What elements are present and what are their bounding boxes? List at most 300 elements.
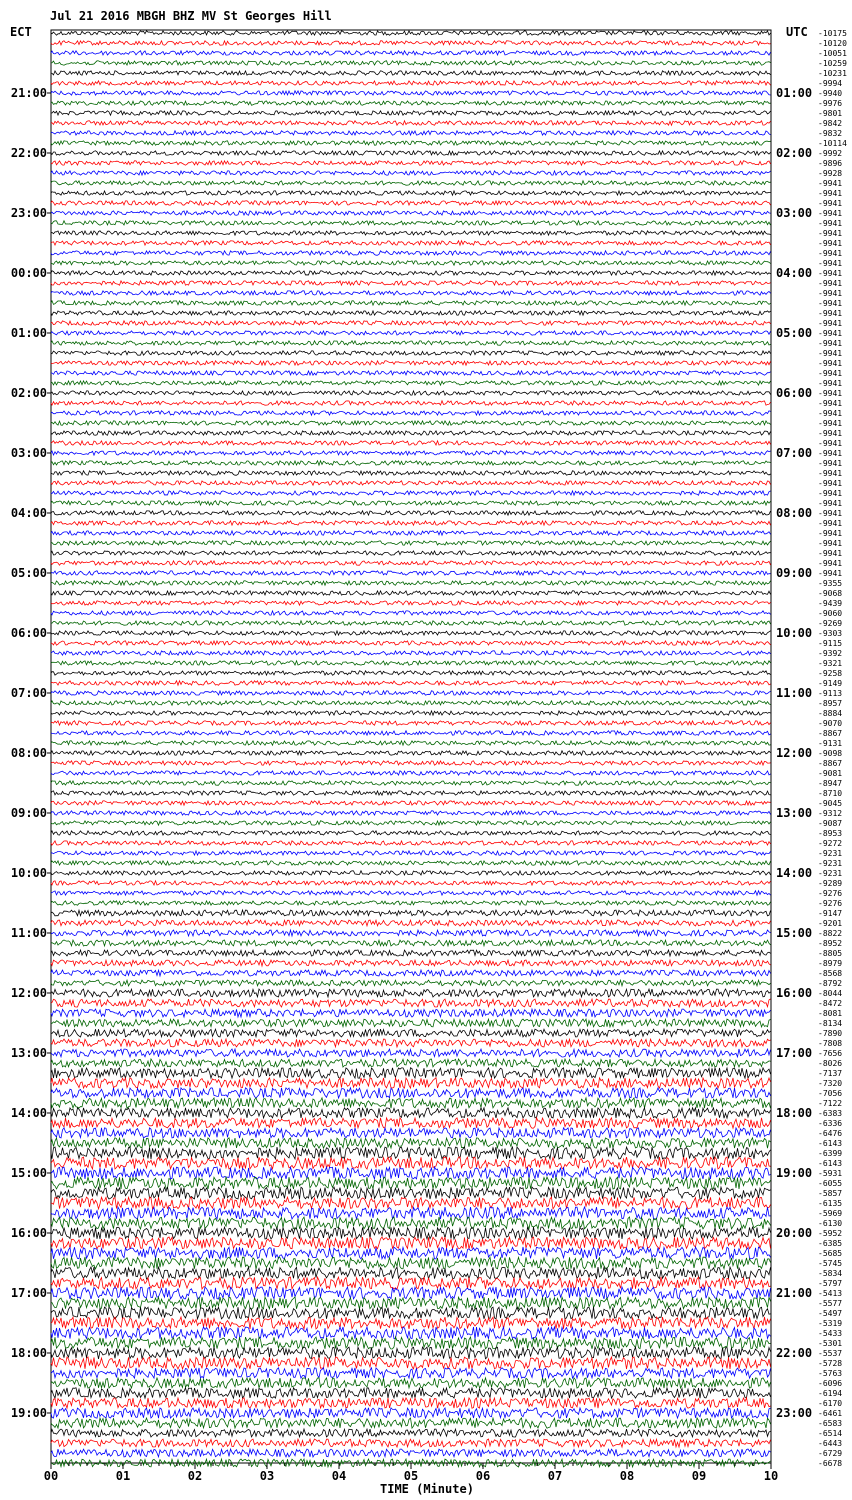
trace-row — [51, 501, 771, 505]
trace-row — [51, 1128, 771, 1138]
row-offset-label: -6194 — [818, 1389, 843, 1398]
left-hour-label: 05:00 — [10, 566, 47, 580]
trace-row — [51, 241, 771, 245]
left-hour-label: 14:00 — [10, 1106, 47, 1120]
trace-row — [51, 431, 771, 435]
x-axis — [44, 1463, 778, 1483]
row-offset-label: -8957 — [818, 699, 843, 708]
trace-row — [51, 1257, 771, 1269]
right-hour-label: 19:00 — [776, 1166, 813, 1180]
trace-row — [51, 411, 771, 415]
trace-row — [51, 51, 771, 55]
row-offset-label: -7320 — [818, 1079, 843, 1088]
row-offset-label: -5577 — [818, 1299, 843, 1308]
trace-row — [51, 861, 771, 865]
row-offset-label: -8867 — [818, 729, 843, 738]
trace-row — [51, 291, 771, 295]
trace-row — [51, 811, 771, 815]
trace-row — [51, 401, 771, 405]
row-offset-label: -9941 — [818, 529, 843, 538]
left-hour-label: 21:00 — [10, 86, 47, 100]
row-offset-label: -6583 — [818, 1419, 843, 1428]
row-offset-label: -10051 — [818, 49, 847, 58]
left-hour-label: 17:00 — [10, 1286, 47, 1300]
row-offset-label: -9941 — [818, 369, 843, 378]
left-hour-label: 18:00 — [10, 1346, 47, 1360]
trace-row — [51, 541, 771, 545]
row-offset-label: -9068 — [818, 589, 843, 598]
trace-row — [51, 421, 771, 425]
trace-row — [51, 1177, 771, 1189]
left-hour-label: 02:00 — [10, 386, 47, 400]
row-offset-label: -7056 — [818, 1089, 843, 1098]
trace-row — [51, 81, 771, 85]
trace-row — [51, 611, 771, 615]
row-offset-label: -9801 — [818, 109, 843, 118]
trace-row — [51, 451, 771, 455]
row-offset-label: -9258 — [818, 669, 843, 678]
row-offset-label: -9941 — [818, 309, 843, 318]
right-hour-label: 20:00 — [776, 1226, 813, 1240]
trace-row — [51, 481, 771, 485]
row-offset-label: -9087 — [818, 819, 843, 828]
row-offset-label: -9941 — [818, 289, 843, 298]
trace-row — [51, 211, 771, 215]
row-offset-label: -9941 — [818, 539, 843, 548]
row-offset-label: -9231 — [818, 869, 843, 878]
trace-row — [51, 181, 771, 185]
trace-row — [51, 701, 771, 705]
row-offset-label: -9941 — [818, 489, 843, 498]
trace-row — [51, 999, 771, 1007]
right-hour-labels — [776, 86, 812, 1420]
row-offset-label: -8710 — [818, 789, 843, 798]
trace-row — [51, 161, 771, 165]
row-offset-label: -6461 — [818, 1409, 843, 1418]
trace-row — [51, 801, 771, 805]
trace-row — [51, 761, 771, 765]
row-offset-label: -5834 — [818, 1269, 843, 1278]
row-offset-label: -9201 — [818, 919, 843, 928]
left-timezone-label: ECT — [10, 25, 32, 39]
row-offset-label: -8867 — [818, 759, 843, 768]
row-offset-label: -9321 — [818, 659, 843, 668]
trace-row — [51, 1317, 771, 1329]
row-offset-label: -9941 — [818, 479, 843, 488]
right-hour-label: 03:00 — [776, 206, 813, 220]
row-offset-label: -6143 — [818, 1139, 843, 1148]
plot-frame — [51, 30, 771, 1463]
row-offset-label: -5497 — [818, 1309, 843, 1318]
trace-row — [51, 1357, 771, 1369]
row-offset-label: -6514 — [818, 1429, 843, 1438]
x-tick-label: 09 — [691, 1469, 707, 1483]
right-hour-label: 21:00 — [776, 1286, 813, 1300]
trace-row — [51, 1227, 771, 1239]
row-offset-label: -5537 — [818, 1349, 843, 1358]
row-offset-label: -7137 — [818, 1069, 843, 1078]
trace-row — [51, 910, 771, 916]
row-offset-label: -9941 — [818, 419, 843, 428]
row-offset-label: -9941 — [818, 379, 843, 388]
row-offset-label: -9941 — [818, 269, 843, 278]
trace-row — [51, 231, 771, 235]
row-offset-label: -6170 — [818, 1399, 843, 1408]
row-offset-label: -9941 — [818, 339, 843, 348]
trace-row — [51, 101, 771, 105]
row-offset-label: -9070 — [818, 719, 843, 728]
left-hour-label: 12:00 — [10, 986, 47, 1000]
trace-row — [51, 641, 771, 645]
left-hour-label: 16:00 — [10, 1226, 47, 1240]
row-offset-label: -5745 — [818, 1259, 843, 1268]
row-offset-label: -9941 — [818, 499, 843, 508]
row-offset-label: -7656 — [818, 1049, 843, 1058]
row-offset-label: -9941 — [818, 199, 843, 208]
trace-row — [51, 441, 771, 445]
x-tick-label: 03 — [259, 1469, 275, 1483]
trace-row — [51, 1118, 771, 1128]
trace-row — [51, 1059, 771, 1067]
trace-row — [51, 781, 771, 785]
row-offset-label: -7122 — [818, 1099, 843, 1108]
row-offset-label: -8805 — [818, 949, 843, 958]
trace-row — [51, 920, 771, 926]
row-offset-label: -9269 — [818, 619, 843, 628]
row-offset-label: -8792 — [818, 979, 843, 988]
row-offset-label: -6130 — [818, 1219, 843, 1228]
x-tick-label: 01 — [115, 1469, 131, 1483]
right-hour-label: 02:00 — [776, 146, 813, 160]
trace-row — [51, 71, 771, 75]
right-hour-label: 05:00 — [776, 326, 813, 340]
row-offset-label: -9147 — [818, 909, 843, 918]
row-offset-label: -5763 — [818, 1369, 843, 1378]
row-offset-label: -6729 — [818, 1449, 843, 1458]
right-hour-label: 06:00 — [776, 386, 813, 400]
row-offset-label: -7808 — [818, 1039, 843, 1048]
right-hour-label: 16:00 — [776, 986, 813, 1000]
row-offset-label: -9303 — [818, 629, 843, 638]
row-offset-label: -9896 — [818, 159, 843, 168]
trace-row — [51, 41, 771, 45]
trace-row — [51, 31, 771, 35]
trace-row — [51, 631, 771, 635]
trace-row — [51, 1449, 771, 1457]
trace-row — [51, 601, 771, 605]
row-offset-label: -9439 — [818, 599, 843, 608]
trace-row — [51, 831, 771, 835]
right-hour-label: 22:00 — [776, 1346, 813, 1360]
row-offset-label: -9941 — [818, 459, 843, 468]
trace-row — [51, 1327, 771, 1339]
row-offset-label: -6678 — [818, 1459, 843, 1468]
trace-row — [51, 1108, 771, 1118]
row-offset-label: -5685 — [818, 1249, 843, 1258]
trace-row — [51, 191, 771, 195]
trace-row — [51, 111, 771, 115]
left-hour-label: 11:00 — [10, 926, 47, 940]
row-offset-label: -9131 — [818, 739, 843, 748]
row-offset-label: -5301 — [818, 1339, 843, 1348]
row-offset-label: -5931 — [818, 1169, 843, 1178]
right-hour-label: 12:00 — [776, 746, 813, 760]
trace-row — [51, 281, 771, 285]
trace-row — [51, 1068, 771, 1078]
trace-row — [51, 1078, 771, 1088]
row-offset-label: -9941 — [818, 329, 843, 338]
row-offset-label: -8568 — [818, 969, 843, 978]
row-offset-label: -9976 — [818, 99, 843, 108]
left-hour-label: 23:00 — [10, 206, 47, 220]
row-offset-label: -10259 — [818, 59, 847, 68]
trace-row — [51, 261, 771, 265]
row-offset-label: -9941 — [818, 239, 843, 248]
row-offset-label: -10114 — [818, 139, 847, 148]
trace-row — [51, 741, 771, 745]
row-offset-label: -9941 — [818, 569, 843, 578]
row-offset-label: -8947 — [818, 779, 843, 788]
row-offset-label: -9289 — [818, 879, 843, 888]
trace-row — [51, 1138, 771, 1148]
left-hour-label: 00:00 — [10, 266, 47, 280]
row-offset-label: -9941 — [818, 359, 843, 368]
row-offset-label: -9941 — [818, 349, 843, 358]
row-offset-label: -9941 — [818, 519, 843, 528]
row-offset-label: -6336 — [818, 1119, 843, 1128]
trace-row — [51, 131, 771, 135]
trace-row — [51, 681, 771, 685]
trace-row — [51, 571, 771, 575]
trace-row — [51, 691, 771, 695]
trace-row — [51, 791, 771, 795]
trace-row — [51, 391, 771, 395]
trace-row — [51, 1388, 771, 1398]
trace-row — [51, 950, 771, 956]
row-offset-label: -5969 — [818, 1209, 843, 1218]
row-offset-label: -9941 — [818, 509, 843, 518]
row-offset-label: -9098 — [818, 749, 843, 758]
trace-row — [51, 1147, 771, 1159]
row-offset-label: -9928 — [818, 169, 843, 178]
row-offset-label: -8026 — [818, 1059, 843, 1068]
row-offset-label: -9941 — [818, 209, 843, 218]
trace-row — [51, 61, 771, 65]
row-offset-label: -6055 — [818, 1179, 843, 1188]
row-offset-label: -9832 — [818, 129, 843, 138]
row-offset-label: -9941 — [818, 229, 843, 238]
right-timezone-label: UTC — [786, 25, 808, 39]
trace-row — [51, 1439, 771, 1447]
row-offset-label: -6399 — [818, 1149, 843, 1158]
left-hour-label: 15:00 — [10, 1166, 47, 1180]
trace-row — [51, 771, 771, 775]
row-offset-label: -8044 — [818, 989, 843, 998]
row-offset-label: -9272 — [818, 839, 843, 848]
row-offset-label: -5952 — [818, 1229, 843, 1238]
trace-row — [51, 1217, 771, 1229]
trace-row — [51, 881, 771, 885]
x-tick-label: 10 — [763, 1469, 779, 1483]
x-tick-label: 04 — [331, 1469, 347, 1483]
trace-row — [51, 351, 771, 355]
row-offset-label: -9941 — [818, 439, 843, 448]
left-hour-label: 06:00 — [10, 626, 47, 640]
row-offset-label: -6385 — [818, 1239, 843, 1248]
right-hour-label: 18:00 — [776, 1106, 813, 1120]
trace-row — [51, 651, 771, 655]
trace-row — [51, 561, 771, 565]
left-hour-label: 08:00 — [10, 746, 47, 760]
trace-row — [51, 251, 771, 255]
row-offset-label: -9941 — [818, 279, 843, 288]
right-hour-label: 09:00 — [776, 566, 813, 580]
row-offset-label: -9940 — [818, 89, 843, 98]
row-offset-label: -8081 — [818, 1009, 843, 1018]
trace-row — [51, 331, 771, 335]
row-offset-labels — [818, 29, 847, 1468]
trace-row — [51, 1429, 771, 1437]
trace-row — [51, 491, 771, 495]
row-offset-label: -9941 — [818, 319, 843, 328]
trace-row — [51, 321, 771, 325]
trace-row — [51, 1408, 771, 1418]
row-offset-label: -9115 — [818, 639, 843, 648]
trace-row — [51, 581, 771, 585]
right-hour-label: 07:00 — [776, 446, 813, 460]
row-offset-label: -9941 — [818, 559, 843, 568]
trace-row — [51, 371, 771, 375]
trace-row — [51, 361, 771, 365]
row-offset-label: -9276 — [818, 899, 843, 908]
right-hour-label: 23:00 — [776, 1406, 813, 1420]
x-tick-label: 05 — [403, 1469, 419, 1483]
trace-row — [51, 1088, 771, 1098]
row-offset-label: -9941 — [818, 399, 843, 408]
trace-row — [51, 751, 771, 755]
x-tick-label: 07 — [547, 1469, 563, 1483]
trace-row — [51, 821, 771, 825]
row-offset-label: -9231 — [818, 849, 843, 858]
row-offset-label: -6143 — [818, 1159, 843, 1168]
row-offset-label: -9312 — [818, 809, 843, 818]
row-offset-label: -10175 — [818, 29, 847, 38]
x-tick-label: 02 — [187, 1469, 203, 1483]
left-hour-label: 07:00 — [10, 686, 47, 700]
left-hour-label: 13:00 — [10, 1046, 47, 1060]
trace-row — [51, 721, 771, 725]
trace-row — [51, 1019, 771, 1027]
trace-row — [51, 591, 771, 595]
row-offset-label: -8472 — [818, 999, 843, 1008]
left-hour-label: 03:00 — [10, 446, 47, 460]
row-offset-label: -9113 — [818, 689, 843, 698]
right-hour-label: 01:00 — [776, 86, 813, 100]
row-offset-label: -6135 — [818, 1199, 843, 1208]
left-hour-label: 22:00 — [10, 146, 47, 160]
x-axis-label: TIME (Minute) — [380, 1482, 474, 1496]
trace-row — [51, 301, 771, 305]
trace-row — [51, 1347, 771, 1359]
row-offset-label: -9355 — [818, 579, 843, 588]
row-offset-label: -6476 — [818, 1129, 843, 1138]
trace-row — [51, 551, 771, 555]
row-offset-label: -9941 — [818, 179, 843, 188]
trace-row — [51, 851, 771, 855]
trace-row — [51, 930, 771, 936]
trace-row — [51, 901, 771, 905]
trace-row — [51, 960, 771, 966]
trace-row — [51, 121, 771, 125]
row-offset-label: -7890 — [818, 1029, 843, 1038]
trace-row — [51, 311, 771, 315]
row-offset-label: -9941 — [818, 429, 843, 438]
row-offset-label: -9994 — [818, 79, 843, 88]
left-hour-label: 04:00 — [10, 506, 47, 520]
trace-row — [51, 891, 771, 895]
row-offset-label: -9045 — [818, 799, 843, 808]
trace-row — [51, 661, 771, 665]
trace-row — [51, 461, 771, 465]
row-offset-label: -6096 — [818, 1379, 843, 1388]
trace-row — [51, 1029, 771, 1037]
right-hour-label: 10:00 — [776, 626, 813, 640]
trace-row — [51, 970, 771, 976]
row-offset-label: -10231 — [818, 69, 847, 78]
row-offset-label: -8822 — [818, 929, 843, 938]
x-tick-label: 08 — [619, 1469, 635, 1483]
row-offset-label: -9941 — [818, 219, 843, 228]
row-offset-label: -9941 — [818, 189, 843, 198]
row-offset-label: -9941 — [818, 449, 843, 458]
trace-row — [51, 1418, 771, 1428]
row-offset-label: -8953 — [818, 829, 843, 838]
chart-title: Jul 21 2016 MBGH BHZ MV St Georges Hill — [50, 9, 332, 23]
trace-row — [51, 471, 771, 475]
row-offset-label: -9941 — [818, 249, 843, 258]
row-offset-label: -9941 — [818, 389, 843, 398]
row-offset-label: -9060 — [818, 609, 843, 618]
trace-row — [51, 531, 771, 535]
right-hour-label: 14:00 — [776, 866, 813, 880]
row-offset-label: -5413 — [818, 1289, 843, 1298]
row-offset-label: -5857 — [818, 1189, 843, 1198]
row-offset-label: -9941 — [818, 469, 843, 478]
x-tick-label: 00 — [43, 1469, 59, 1483]
trace-row — [51, 1337, 771, 1349]
left-hour-label: 09:00 — [10, 806, 47, 820]
row-offset-label: -5797 — [818, 1279, 843, 1288]
row-offset-label: -9992 — [818, 149, 843, 158]
trace-row — [51, 1009, 771, 1017]
trace-row — [51, 521, 771, 525]
right-hour-label: 15:00 — [776, 926, 813, 940]
trace-row — [51, 1207, 771, 1219]
trace-row — [51, 141, 771, 145]
x-tick-label: 06 — [475, 1469, 491, 1483]
trace-row — [51, 711, 771, 715]
right-hour-label: 13:00 — [776, 806, 813, 820]
left-hour-labels — [11, 86, 51, 1420]
row-offset-label: -6443 — [818, 1439, 843, 1448]
trace-row — [51, 940, 771, 946]
trace-row — [51, 989, 771, 997]
trace-row — [51, 1167, 771, 1179]
row-offset-label: -9231 — [818, 859, 843, 868]
row-offset-label: -8979 — [818, 959, 843, 968]
row-offset-label: -9392 — [818, 649, 843, 658]
trace-row — [51, 621, 771, 625]
